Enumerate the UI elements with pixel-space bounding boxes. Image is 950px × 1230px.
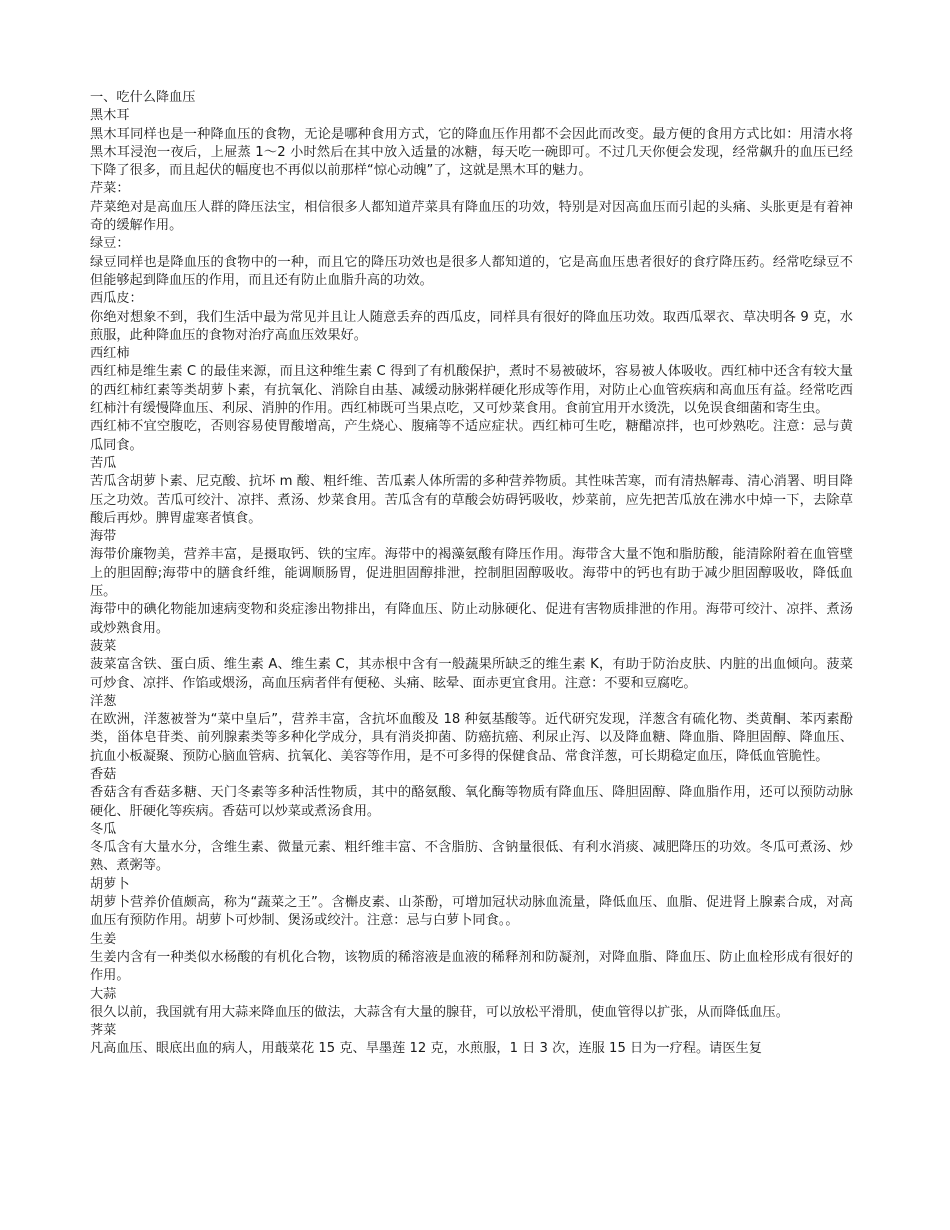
section-heading: 洋葱: [90, 693, 117, 709]
section-heading: 黑木耳: [90, 108, 130, 124]
section-heading: 芹菜：: [90, 181, 130, 197]
section-heading: 香菇: [90, 766, 117, 782]
section-paragraph: 菠菜富含铁、蛋白质、维生素 A、维生素 C，其赤根中含有一般蔬果所缺乏的维生素 K，有助于防治皮肤、内脏的出血倾向。菠菜可炒食、凉拌、作馅或煨汤，高血压病者伴有便秘、头痛、眩晕、面赤更宜食用。注意：不要和豆腐吃。: [90, 657, 853, 691]
section-heading: 西瓜皮：: [90, 291, 143, 307]
section-paragraph: 西红柿是维生素 C 的最佳来源，而且这种维生素 C 得到了有机酸保护，煮时不易被破坏，容易被人体吸收。西红柿中还含有较大量的西红柿红素等类胡萝卜素，有抗氧化、消除自由基、减缓动脉粥样硬化形成等作用，对防止心血管疾病和高血压有益。经常吃西红柿汁有缓慢降血压、利尿、消肿的作用。西红柿既可当果点吃，又可炒菜食用。食前宜用开水烫洗，以免误食细菌和寄生虫。: [90, 364, 853, 417]
food-section: [90, 528, 853, 638]
food-section: [90, 345, 853, 455]
food-section: [90, 931, 853, 986]
food-section: [90, 821, 853, 876]
section-paragraph: 芹菜绝对是高血压人群的降压法宝，相信很多人都知道芹菜具有降血压的功效，特别是对因高血压而引起的头痛、头胀更是有着神奇的缓解作用。: [90, 199, 853, 234]
section-heading: 冬瓜: [90, 821, 117, 837]
section-paragraph: 黑木耳同样也是一种降血压的食物，无论是哪种食用方式，它的降血压作用都不会因此而改变。最方便的食用方式比如：用清水将黑木耳浸泡一夜后，上屉蒸 1～2 小时然后在其中放入适量的冰糖，每天吃一碗即可。不过几天你便会发现，经常飙升的血压已经下降了很多，而且起伏的幅度也不再似以前那样“惊心动魄”了，这就是黑木耳的魅力。: [90, 126, 853, 179]
food-section: [90, 290, 853, 345]
food-section: [90, 235, 853, 290]
section-paragraph: 西红柿不宜空腹吃，否则容易使胃酸增高，产生烧心、腹痛等不适应症状。西红柿可生吃，糖醋凉拌，也可炒熟吃。注意：忌与黄瓜同食。: [90, 419, 853, 453]
section-paragraph: 冬瓜含有大量水分，含维生素、微量元素、粗纤维丰富、不含脂肪、含钠量很低、有利水消痰、减肥降压的功效。冬瓜可煮汤、炒熟、煮粥等。: [90, 840, 853, 874]
section-heading: 苦瓜: [90, 455, 117, 471]
section-paragraph: 在欧洲，洋葱被誉为“菜中皇后”，营养丰富，含抗坏血酸及 18 种氨基酸等。近代研究发现，洋葱含有硫化物、类黄酮、苯丙素酚类，甾体皂苷类、前列腺素类等多种化学成分，具有消炎抑菌、防癌抗癌、利尿止泻、以及降血糖、降血脂、降胆固醇、降血压、抗血小板凝聚、预防心脑血管病、抗氧化、美容等作用，是不可多得的保健食品、常食洋葱，可长期稳定血压，降低血管脆性。: [90, 712, 853, 764]
section-paragraph: 你绝对想象不到，我们生活中最为常见并且让人随意丢弃的西瓜皮，同样具有很好的降血压功效。取西瓜翠衣、草决明各 9 克，水煎服，此种降血压的食物对治疗高血压效果好。: [90, 309, 853, 343]
section-paragraph: 胡萝卜营养价值颇高，称为“蔬菜之王”。含槲皮素、山茶酚，可增加冠状动脉血流量，降低血压、血脂、促进肾上腺素合成，对高血压有预防作用。胡萝卜可炒制、煲汤或绞汁。注意：忌与白萝卜同食。。: [90, 895, 853, 929]
food-section: [90, 693, 853, 766]
section-paragraph: 香菇含有香菇多糖、天门冬素等多种活性物质，其中的酪氨酸、氧化酶等物质有降血压、降胆固醇、降血脂作用，还可以预防动脉硬化、肝硬化等疾病。香菇可以炒菜或煮汤食用。: [90, 785, 853, 819]
section-paragraph: 很久以前，我国就有用大蒜来降血压的做法，大蒜含有大量的腺苷，可以放松平滑肌，使血管得以扩张，从而降低血压。: [90, 1004, 789, 1020]
section-heading: 西红柿: [90, 346, 130, 362]
food-section: [90, 180, 853, 235]
section-heading: 生姜: [90, 931, 117, 947]
food-section: [90, 986, 853, 1023]
section-heading: 大蒜: [90, 986, 117, 1002]
section-heading: 荠菜: [90, 1023, 117, 1039]
section-paragraph: 生姜内含有一种类似水杨酸的有机化合物，该物质的稀溶液是血液的稀释剂和防凝剂，对降血脂、降血压、防止血栓形成有很好的作用。: [90, 949, 853, 984]
food-section: [90, 107, 853, 180]
section-heading: 菠菜: [90, 638, 117, 654]
section-heading: 胡萝卜: [90, 876, 130, 892]
section-paragraph: 苦瓜含胡萝卜素、尼克酸、抗坏 m 酸、粗纤维、苦瓜素人体所需的多种营养物质。其性味苦寒，而有清热解毒、清心消署、明目降压之功效。苦瓜可绞汁、凉拌、煮汤、炒菜食用。苦瓜含有的草酸会妨碍钙吸收，炒菜前，应先把苦瓜放在沸水中焯一下，去除草酸后再炒。脾胃虚寒者慎食。: [90, 474, 853, 526]
section-heading: 绿豆：: [90, 236, 130, 252]
document-title: 一、吃什么降血压: [90, 90, 196, 105]
food-section: [90, 1022, 853, 1059]
document-page: [90, 89, 853, 1059]
section-paragraph: 海带中的碘化物能加速病变物和炎症渗出物排出，有降血压、防止动脉硬化、促进有害物质排泄的作用。海带可绞汁、凉拌、煮汤或炒熟食用。: [90, 602, 853, 636]
section-paragraph: 绿豆同样也是降血压的食物中的一种，而且它的降压功效也是很多人都知道的，它是高血压患者很好的食疗降压药。经常吃绿豆不但能够起到降血压的作用，而且还有防止血脂升高的功效。: [90, 254, 853, 288]
food-section: [90, 638, 853, 693]
section-paragraph: 海带价廉物美，营养丰富，是摄取钙、铁的宝库。海带中的褐藻氨酸有降压作用。海带含大量不饱和脂肪酸，能清除附着在血管壁上的胆固醇;海带中的膳食纤维，能调顺肠胃，促进胆固醇排泄，控制胆固醇吸收。海带中的钙也有助于减少胆固醇吸收，降低血压。: [90, 547, 853, 600]
food-section: [90, 876, 853, 931]
section-paragraph: 凡高血压、眼底出血的病人，用蕺菜花 15 克、旱墨莲 12 克，水煎服，1 日 3 次，连服 15 日为一疗程。请医生复: [90, 1041, 762, 1057]
food-sections: [90, 107, 853, 1058]
food-section: [90, 455, 853, 528]
food-section: [90, 766, 853, 821]
section-heading: 海带: [90, 529, 117, 545]
